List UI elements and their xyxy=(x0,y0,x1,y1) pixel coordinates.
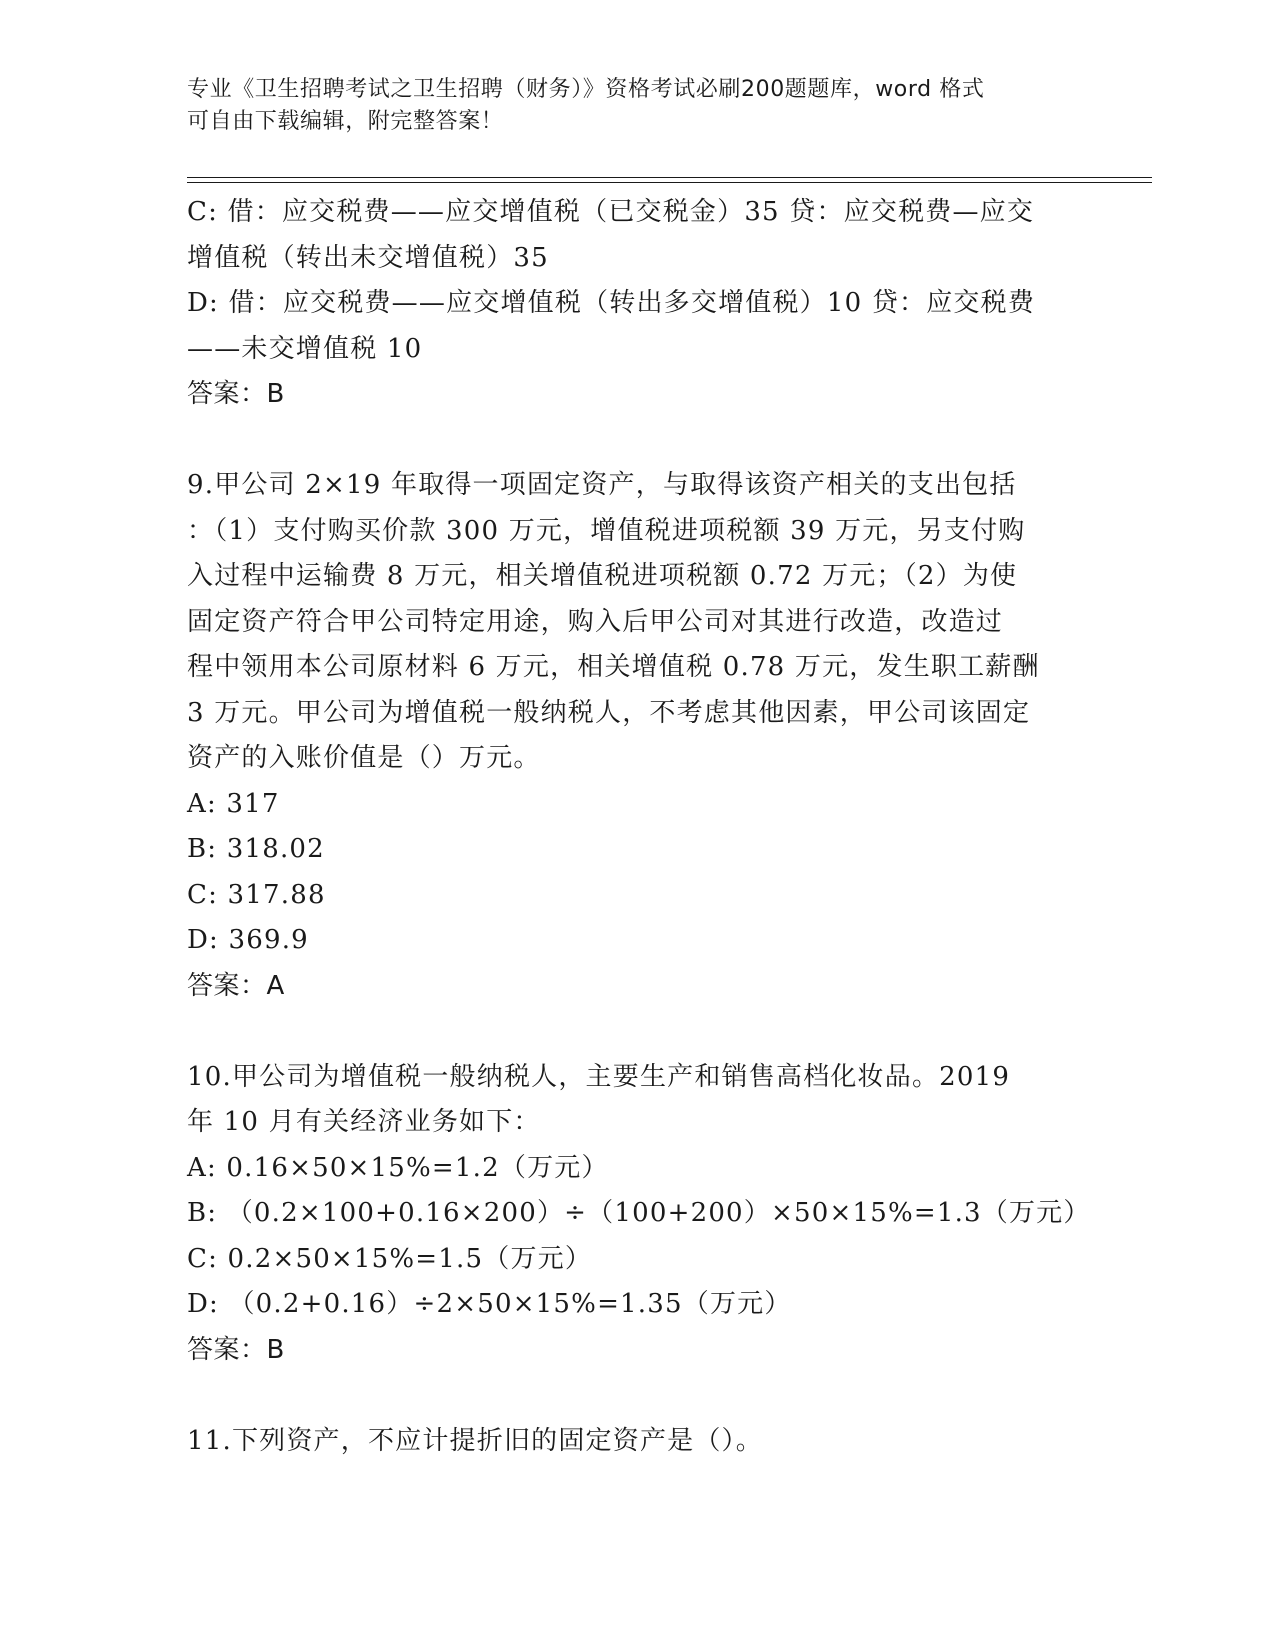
document-header xyxy=(187,74,1087,138)
question-10 xyxy=(187,1055,1091,1374)
option-c: C: 0.2×50×15%=1.5（万元） xyxy=(187,1243,593,1274)
option-d-line-1: D: 借：应交税费——应交增值税（转出多交增值税）10 贷：应交税费 xyxy=(187,288,1036,318)
header-rule-top xyxy=(187,177,1152,178)
option-d: D: 369.9 xyxy=(187,925,309,955)
spacer xyxy=(187,418,1087,464)
option-d-line-2: ——未交增值税 10 xyxy=(187,333,423,364)
option-c-line-2: 增值税（转出未交增值税）35 xyxy=(187,242,549,273)
question-text-line: 程中领用本公司原材料 6 万元，相关增值税 0.78 万元，发生职工薪酬 xyxy=(187,652,1040,682)
question-8-tail xyxy=(187,190,1087,418)
answer-q9: 答案：A xyxy=(187,970,285,1001)
option-b: B: （0.2×100+0.16×200）÷（100+200）×50×15%=1.3（万元） xyxy=(187,1198,1091,1228)
option-c: C: 317.88 xyxy=(187,879,326,910)
option-a: A: 317 xyxy=(187,788,280,819)
question-text-line: 3 万元。甲公司为增值税一般纳税人，不考虑其他因素，甲公司该固定 xyxy=(187,697,1031,728)
question-text-line: 资产的入账价值是（）万元。 xyxy=(187,743,541,773)
option-a: A: 0.16×50×15%=1.2（万元） xyxy=(187,1152,609,1183)
question-11 xyxy=(187,1419,1087,1465)
question-text-line: 10.甲公司为增值税一般纳税人，主要生产和销售高档化妆品。2019 xyxy=(187,1061,1011,1092)
option-b: B: 318.02 xyxy=(187,834,325,864)
question-text-line: 固定资产符合甲公司特定用途，购入后甲公司对其进行改造，改造过 xyxy=(187,606,1004,637)
answer-q10: 答案：B xyxy=(187,1334,285,1365)
question-9 xyxy=(187,463,1087,1009)
spacer xyxy=(187,1009,1087,1055)
question-text-line: 9.甲公司 2×19 年取得一项固定资产，与取得该资产相关的支出包括 xyxy=(187,470,1017,500)
spacer xyxy=(187,1373,1087,1419)
header-line-2: 可自由下载编辑，附完整答案！ xyxy=(187,109,504,134)
answer-q8: 答案：B xyxy=(187,379,285,409)
option-c-line-1: C: 借：应交税费——应交增值税（已交税金）35 贷：应交税费—应交 xyxy=(187,197,1035,227)
option-d: D: （0.2+0.16）÷2×50×15%=1.35（万元） xyxy=(187,1289,792,1319)
question-text-line: 入过程中运输费 8 万元，相关增值税进项税额 0.72 万元；（2）为使 xyxy=(187,561,1018,591)
question-text-line: 年 10 月有关经济业务如下： xyxy=(187,1107,541,1137)
header-line-1: 专业《卫生招聘考试之卫生招聘（财务）》资格考试必刷200题题库，word 格式 xyxy=(187,77,985,102)
question-text-line: 11.下列资产，不应计提折旧的固定资产是（）。 xyxy=(187,1425,763,1456)
header-rule-bottom xyxy=(187,182,1152,183)
document-body xyxy=(187,190,1091,1464)
question-text-line: ：（1）支付购买价款 300 万元，增值税进项税额 39 万元，另支付购 xyxy=(187,515,1026,546)
